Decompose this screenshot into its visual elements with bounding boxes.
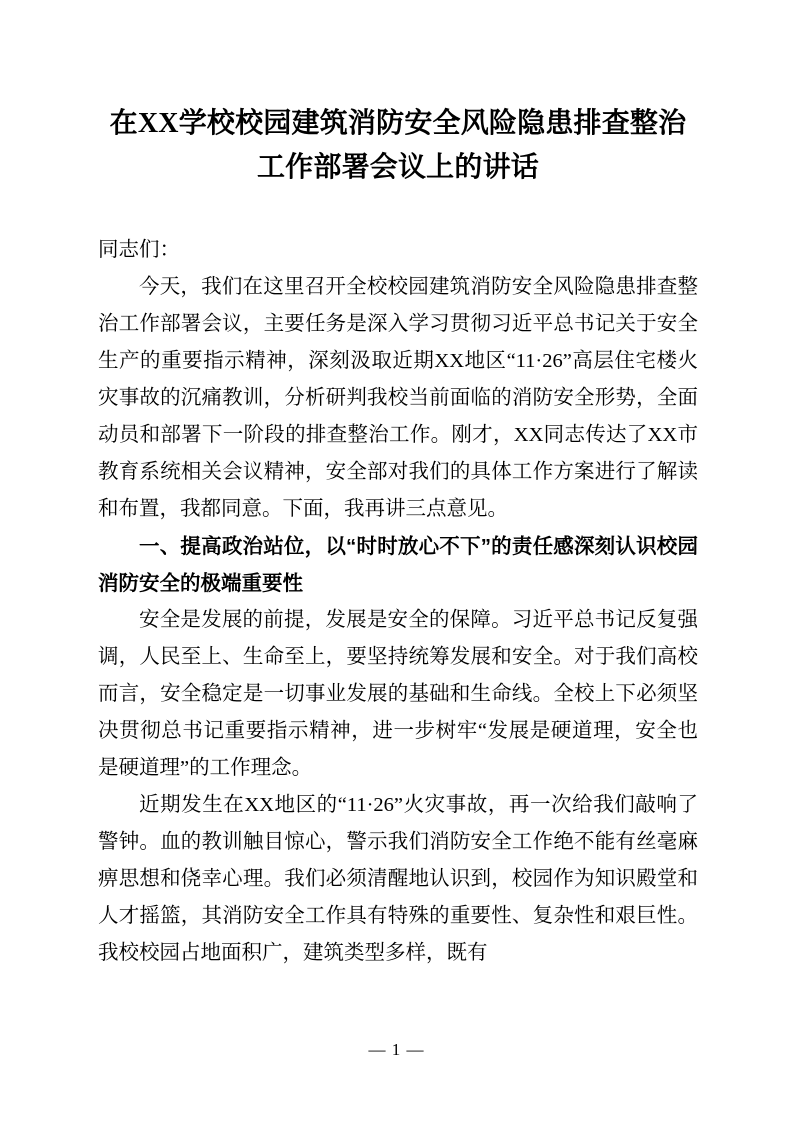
section-paragraph-2: 近期发生在XX地区的“11·26”火灾事故，再一次给我们敲响了警钟。血的教训触目惊心，警示我们消防安全工作绝不能有丝毫麻痹思想和侥幸心理。我们必须清醒地认识到，校园作为知识殿堂和人才摇篮，其消防安全工作具有特殊的重要性、复杂性和艰巨性。我校校园占地面积广，建筑类型多样，既有: [98, 794, 698, 964]
page-number-footer: — 1 —: [368, 1040, 425, 1059]
section-paragraph-1: 安全是发展的前提，发展是安全的保障。习近平总书记反复强调，人民至上、生命至上，要坚持统筹发展和安全。对于我们高校而言，安全稳定是一切事业发展的基础和生命线。全校上下必须坚决贯彻总书记重要指示精神，进一步树牢“发展是硬道理，安全也是硬道理”的工作理念。: [98, 609, 698, 779]
section-heading-1: 一、提高政治站位，以“时时放心不下”的责任感深刻认识校园消防安全的极端重要性: [98, 535, 698, 595]
page-title: 在XX学校校园建筑消防安全风险隐患排查整治工作部署会议上的讲话: [109, 108, 687, 183]
salutation: 同志们：: [98, 239, 180, 261]
document-content: [98, 0, 698, 972]
body-paragraph-1: 今天，我们在这里召开全校校园建筑消防安全风险隐患排查整治工作部署会议，主要任务是深入学习贯彻习近平总书记关于安全生产的重要指示精神，深刻汲取近期XX地区“11·26”高层住宅楼火灾事故的沉痛教训，分析研判我校当前面临的消防安全形势，全面动员和部署下一阶段的排查整治工作。刚才，XX同志传达了XX市教育系统相关会议精神，安全部对我们的具体工作方案进行了解读和布置，我都同意。下面，我再讲三点意见。: [98, 276, 698, 520]
